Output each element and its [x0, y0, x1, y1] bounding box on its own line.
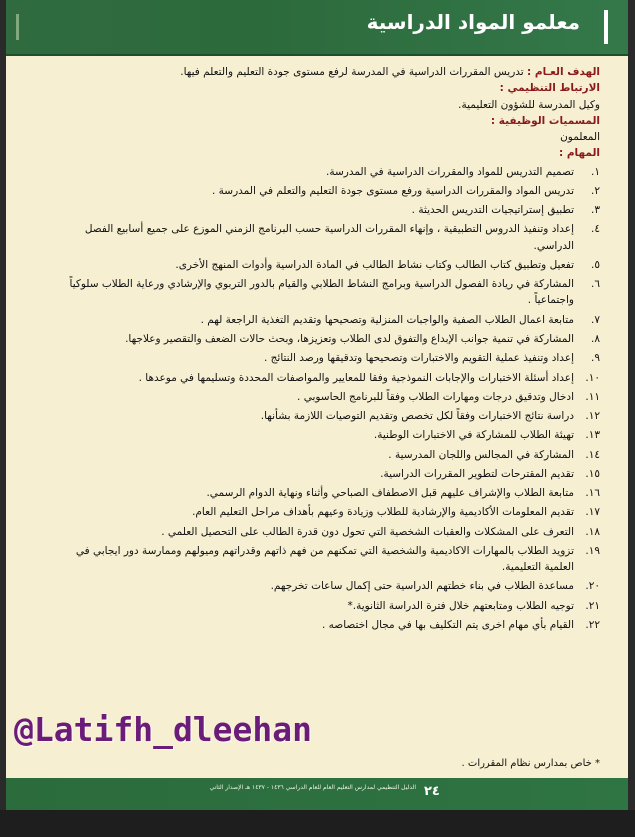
task-text: تطبيق إستراتيجيات التدريس الحديثة . — [411, 204, 574, 217]
task-item — [60, 221, 600, 254]
task-text: تهيئة الطلاب للمشاركة في الاختبارات الوطنية. — [373, 429, 574, 442]
task-item — [60, 350, 600, 366]
header-accent-bar — [604, 10, 608, 44]
document-page — [6, 0, 628, 810]
org-link-text: وكيل المدرسة للشؤون التعليمية. — [458, 98, 600, 111]
task-item — [60, 257, 600, 273]
task-number: ٦. — [591, 278, 600, 291]
task-text: المشاركة في تنمية جوانب الإبداع والتفوق لدى الطلاب وتعزيزها، وبحث حالات الضعف والتقصير وعلاجها. — [125, 332, 574, 345]
task-text: تزويد الطلاب بالمهارات الاكاديمية والشخصية التي تمكنهم من فهم ذاتهم وقدراتهم وميولهم وممارسة دور ايجابي في العلمية التعليمية. — [75, 544, 574, 574]
task-number: ٥. — [591, 258, 600, 271]
task-text: توجيه الطلاب ومتابعتهم خلال فترة الدراسة الثانوية.* — [347, 599, 574, 612]
task-text: ادخال وتدقيق درجات ومهارات الطلاب وفقاً للبرنامج الحاسوبي . — [297, 390, 574, 403]
bottom-dark-strip — [0, 810, 635, 837]
task-text: إعداد وتنفيذ الدروس التطبيقية ، وإنهاء المقررات الدراسية حسب البرنامج الزمني الموزع على جميع أسابيع الفصل الدراسي. — [84, 223, 574, 252]
goal-label: الهدف العـام : — [527, 66, 600, 78]
task-item — [60, 183, 600, 199]
watermark-handle: @Latifh_dleehan — [14, 710, 313, 749]
task-text: التعرف على المشكلات والعقبات الشخصية التي تحول دون قدرة الطالب على التحصيل العلمي . — [161, 525, 574, 538]
task-item — [60, 543, 600, 576]
task-number: ١٢. — [585, 410, 600, 423]
task-number: ٢٠. — [585, 580, 600, 593]
tasks-list — [60, 164, 600, 634]
page-number: ٢٤ — [424, 784, 440, 799]
task-item — [60, 370, 600, 386]
footnote: * خاص بمدارس نظام المقررات . — [461, 758, 600, 769]
task-item — [60, 276, 600, 309]
task-item — [60, 331, 600, 347]
document-body — [60, 64, 600, 636]
task-number: ١١. — [585, 390, 600, 403]
task-item — [60, 524, 600, 540]
task-item — [60, 202, 600, 218]
tasks-label: المهام : — [558, 147, 600, 160]
task-number: ٧. — [591, 313, 600, 326]
header-decoration — [16, 14, 39, 40]
task-item — [60, 617, 600, 633]
task-item — [60, 598, 600, 614]
task-text: تقديم المعلومات الأكاديمية والإرشادية للطلاب وزيادة وعيهم بأهداف مراحل التعليم العام. — [192, 506, 574, 519]
task-item — [60, 312, 600, 328]
task-number: ١٤. — [585, 448, 600, 461]
job-titles-label: المسميات الوظيفية : — [490, 114, 600, 127]
task-number: ٣. — [591, 204, 600, 217]
task-text: مساعدة الطلاب في بناء خطتهم الدراسية حتى إكمال ساعات تخرجهم. — [270, 580, 574, 593]
footer-text: الدليل التنظيمي لمدارس التعليم العام للعام الدراسي ١٤٣٦ - ١٤٣٧ هـ الإصدار الثاني — [209, 784, 416, 791]
task-number: ٢٢. — [585, 618, 600, 631]
task-number: ٢١. — [585, 599, 600, 612]
task-text: المشاركة في ريادة الفصول الدراسية وبرامج النشاط الطلابي والقيام بالدور التربوي والإرشادي ورعاية الطلاب سلوكياً واجتماعياً . — [69, 278, 574, 307]
page-title: معلمو المواد الدراسية — [366, 10, 580, 34]
task-item — [60, 389, 600, 405]
task-number: ٨. — [591, 332, 600, 345]
task-item — [60, 408, 600, 424]
task-number: ٤. — [591, 223, 600, 236]
task-item — [60, 485, 600, 501]
task-text: القيام بأي مهام اخرى يتم التكليف بها في مجال اختصاصه . — [322, 618, 574, 631]
task-text: تصميم التدريس للمواد والمقررات الدراسية في المدرسة. — [326, 165, 574, 178]
task-text: إعداد أسئلة الاختبارات والإجابات النموذجية وفقا للمعايير والمواصفات المحددة وتسليمها في موعدها . — [138, 371, 574, 384]
task-number: ١. — [591, 165, 600, 178]
task-number: ٢. — [591, 184, 600, 197]
task-text: تدريس المواد والمقررات الدراسية ورفع مستوى جودة التعليم والتعلم في المدرسة . — [212, 184, 574, 197]
task-text: دراسة نتائج الاختبارات وفقاً لكل تخصص وتقديم التوصيات اللازمة بشأنها. — [260, 410, 574, 423]
task-text: إعداد وتنفيذ عملية التقويم والاختبارات وتصحيحها وتدقيقها ورصد النتائج . — [263, 352, 574, 365]
task-item — [60, 504, 600, 520]
task-item — [60, 427, 600, 443]
task-number: ١٣. — [585, 429, 600, 442]
task-item — [60, 578, 600, 594]
goal-text: تدريس المقررات الدراسية في المدرسة لرفع مستوى جودة التعليم والتعلم فيها. — [180, 66, 524, 78]
task-number: ١٨. — [585, 525, 600, 538]
task-item — [60, 164, 600, 180]
goal-section — [60, 64, 600, 80]
task-item — [60, 447, 600, 463]
task-text: متابعة الطلاب والإشراف عليهم قبل الاصطفاف الصباحي وأثناء ونهاية الدوام الرسمي. — [206, 487, 574, 500]
org-link-label: الارتباط التنظيمي : — [499, 82, 600, 95]
task-text: تفعيل وتطبيق كتاب الطالب وكتاب نشاط الطالب في المادة الدراسية وأدوات المنهج الأخرى. — [175, 258, 574, 271]
footer-band — [6, 778, 628, 810]
task-number: ١٠. — [585, 371, 600, 384]
task-text: المشاركة في المجالس واللجان المدرسية . — [388, 448, 574, 461]
task-number: ١٧. — [585, 506, 600, 519]
task-number: ٩. — [591, 352, 600, 365]
job-titles-text: المعلمون — [560, 131, 600, 144]
task-text: تقديم المقترحات لتطوير المقررات الدراسية. — [380, 467, 574, 480]
task-number: ١٥. — [585, 467, 600, 480]
task-number: ١٦. — [585, 487, 600, 500]
task-text: متابعة اعمال الطلاب الصفية والواجبات المنزلية وتصحيحها وتقديم التغذية الراجعة لهم . — [200, 313, 574, 326]
task-number: ١٩. — [585, 544, 600, 557]
task-item — [60, 466, 600, 482]
header-band — [6, 0, 628, 56]
